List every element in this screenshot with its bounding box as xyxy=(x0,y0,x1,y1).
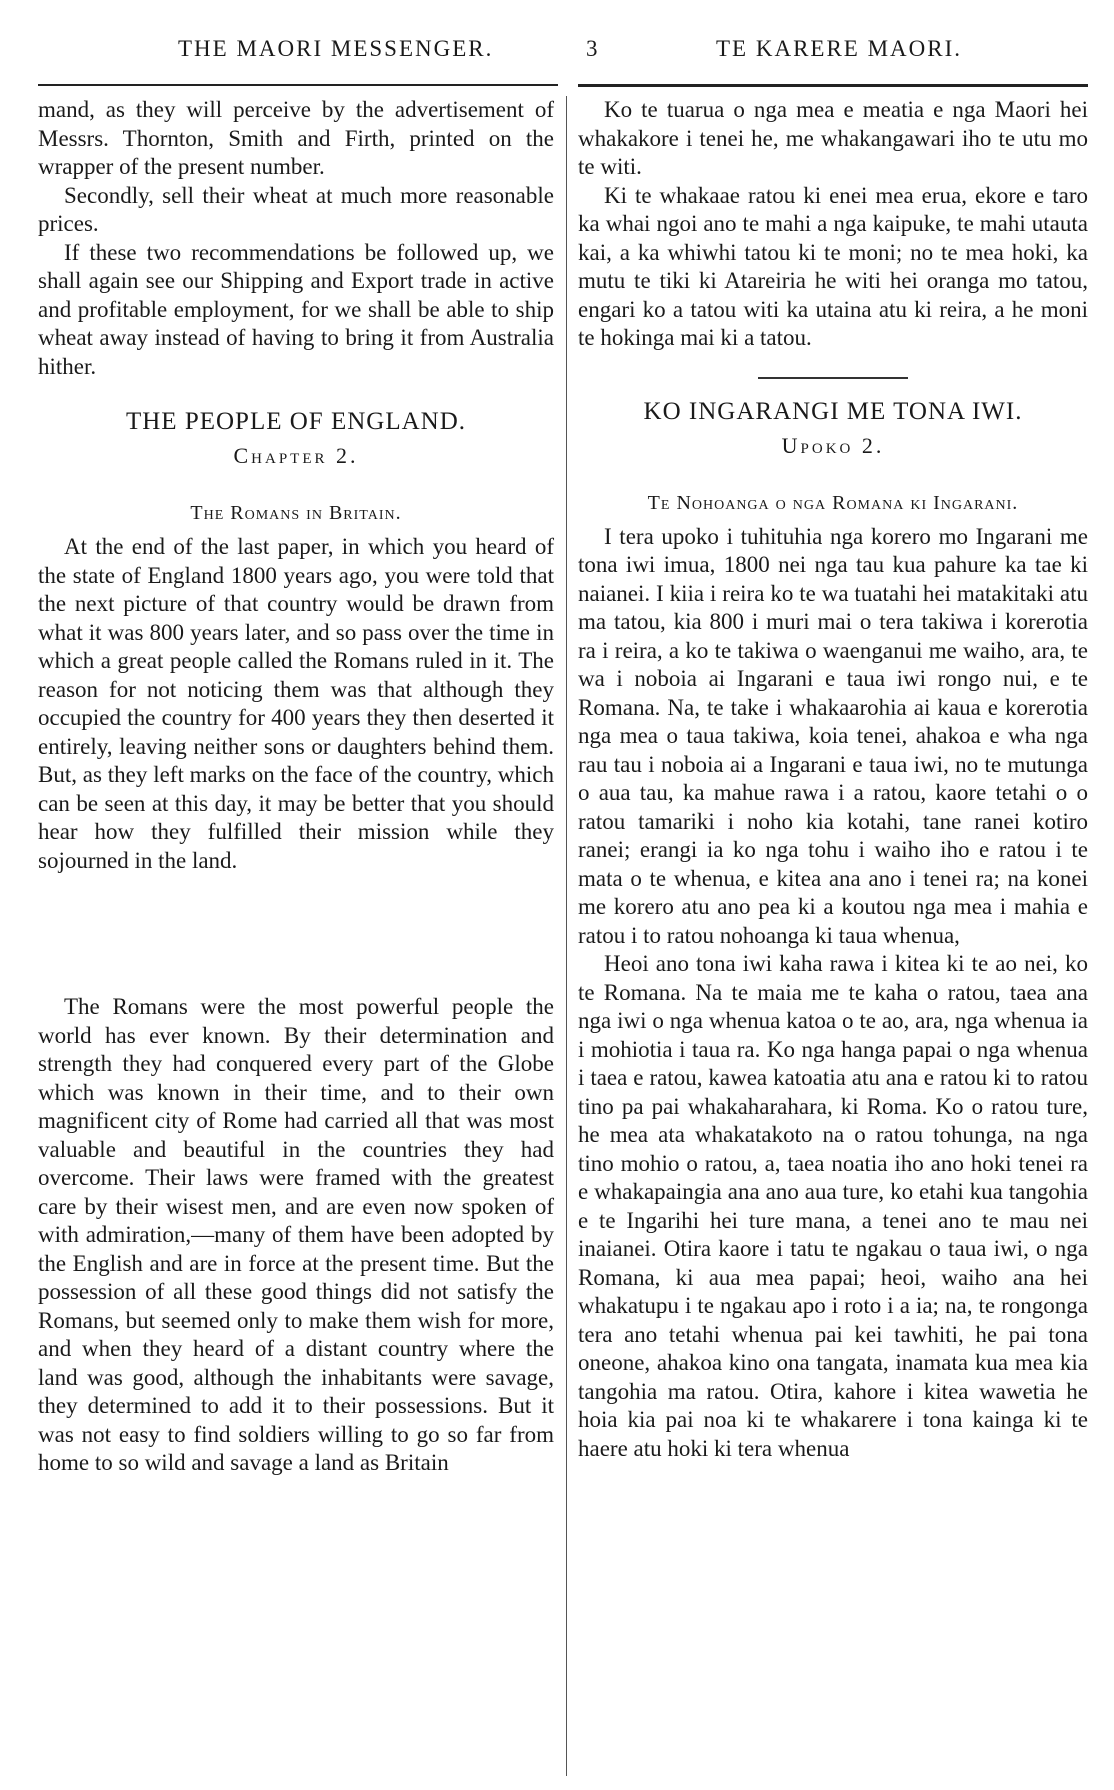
header-rule-right xyxy=(578,84,1088,87)
paragraph: If these two recommendations be followed up, we shall again see our Shipping and Export trade in active and profitable employment, for we shall be able to ship wheat away instead of having to bring it from Australia hither. xyxy=(38,239,554,379)
paragraph: I tera upoko i tuhituhia nga korero mo Ingarani me tona iwi imua, 1800 nei nga tau kua pahure ka tae ki naianei. I kiia i reira ko te wa tuatahi hei matakitaki atu ma tatou, kia 800 i muri mai o tera takiwa i korerotia ra i reira, a ko te takiwa o waenganui me waiho, ara, te wa i noboia ai Ingarani e taua iwi rongo nui, e te Romana. Na, te take i whakaarohia ai kaua e korerotia nga mea o taua takiwa, koia tenei, ahakoa e wha nga rau tau i noboia ai a Ingarani e taua iwi, no te mutunga o aua tau, ka mahue rawa i a ratou, kaore tetahi o o ratou tamariki i noho kia kotahi, tane ranei kotiro ranei; erangi ia ko nga tohu i waiho iho e ratou i te mata o te whenua, e kitea ana ano i tenei ra; na konei me korero atu ano pea ki a koutou nga mea i mahia e ratou i to ratou nohoanga ki taua whenua, xyxy=(578,523,1088,948)
continued-paragraph: mand, as they will perceive by the advertisement of Messrs. Thornton, Smith and Firth, printed on the wrapper of the present number. xyxy=(38,97,554,179)
paragraph: Heoi ano tona iwi kaha rawa i kitea ki te ao nei, ko te Romana. Na te maia me te kaha o ratou, taea ana nga iwi o nga whenua katoa o te ao, ara, nga whenua ia i mohiotia i taua ra. Ko nga hanga papai o nga whenua i taea e ratou, kawea katoatia atu ana e ratou ki to ratou tino pa pai whakaharahara, ki Roma. Ko o ratou ture, he mea ata whakatakoto na o ratou tohunga, na nga tino mohio o ratou, a, taea noatia iho ano hoki tenei ra e whakapaingia ana ano aua ture, ko etahi kua tangohia e te Ingarihi hei ture mana, a tenei ano te mau nei inaianei. Otira kaore i tatu te ngakau o taua iwi, o nga Romana, ki aua mea papai; heoi, waiho ana hei whakatupu i te ngakau apo i roto i a ia; na, te rongonga tera ano tetahi whenua pai kei tawhiti, he pai tona oneone, ahakoa kino ona tangata, inamata kua mea kia tangohia ma ratou. Otira, kahore i kitea wawetia he hoia kia pai noa ki te whakarere i tona kainga ki te haere atu hoki ki tera whenua xyxy=(578,951,1088,1461)
section-title: KO INGARANGI ME TONA IWI. xyxy=(643,397,1023,425)
chapter-heading: Upoko 2. xyxy=(781,432,885,458)
page-number: 3 xyxy=(586,36,598,61)
section-subtitle: The Romans in Britain. xyxy=(190,502,402,524)
paragraph: At the end of the last paper, in which you heard of the state of England 1800 years ago, you were told that the next picture of that country would be drawn from what it was 800 years later, and so pass over the time in which a great people called the Romans ruled in it. The reason for not noticing them was that although they occupied the country for 400 years they then deserted it entirely, leaving neither sons or daughters behind them. But, as they left marks on the face of the country, which can be seen at this day, it may be better that you should hear how they fulfilled their mission while they sojourned in the land. xyxy=(38,534,554,873)
page-header xyxy=(0,0,1114,72)
chapter-heading: Chapter 2. xyxy=(233,443,359,468)
section-title: THE PEOPLE OF ENGLAND. xyxy=(125,408,467,435)
column-divider xyxy=(566,96,567,1776)
section-subtitle: Te Nohoanga o nga Romana ki Ingarani. xyxy=(647,491,1019,514)
paragraph: Secondly, sell their wheat at much more reasonable prices. xyxy=(38,182,554,236)
header-rule-left xyxy=(38,84,558,86)
paragraph: The Romans were the most powerful people the world has ever known. By their determination and strength they had conquered every part of the Globe which was known in their time, and to their own magnificent city of Rome had carried all that was most valuable and beautiful in the countries they had overcome. Their laws were framed with the greatest care by their wisest men, and are even now spoken of with admiration,—many of them have been adopted by the English and are in force at the present time. But the possession of all these good things did not satisfy the Romans, but seemed only to make them wish for more, and when they heard of a distant country where the land was good, although the inhabitants were savage, they determined to add it to their possessions. But it was not easy to find soldiers willing to go so far from home to so wild and savage a land as Britain xyxy=(38,994,554,1475)
maori-column xyxy=(578,96,1088,1463)
english-column xyxy=(38,96,554,1478)
paragraph: Ki te whakaae ratou ki enei mea erua, ekore e taro ka whai ngoi ano te mahi a nga kaipuke, te mahi utauta kai, a ka whiwhi tatou ki te moni; no te mea hoki, ka mutu te tiki ki Atareiria he witi hei oranga mo tatou, engari ko a tatou witi ka utaina atu ki reira, a he moni te hokinga mai ki a tatou. xyxy=(578,182,1088,350)
paragraph: Ko te tuarua o nga mea e meatia e nga Maori hei whakakore i tenei he, me whakangawari iho te utu mo te witi. xyxy=(578,97,1088,179)
masthead-maori: TE KARERE MAORI. xyxy=(716,36,963,61)
masthead-english: THE MAORI MESSENGER. xyxy=(178,36,494,61)
